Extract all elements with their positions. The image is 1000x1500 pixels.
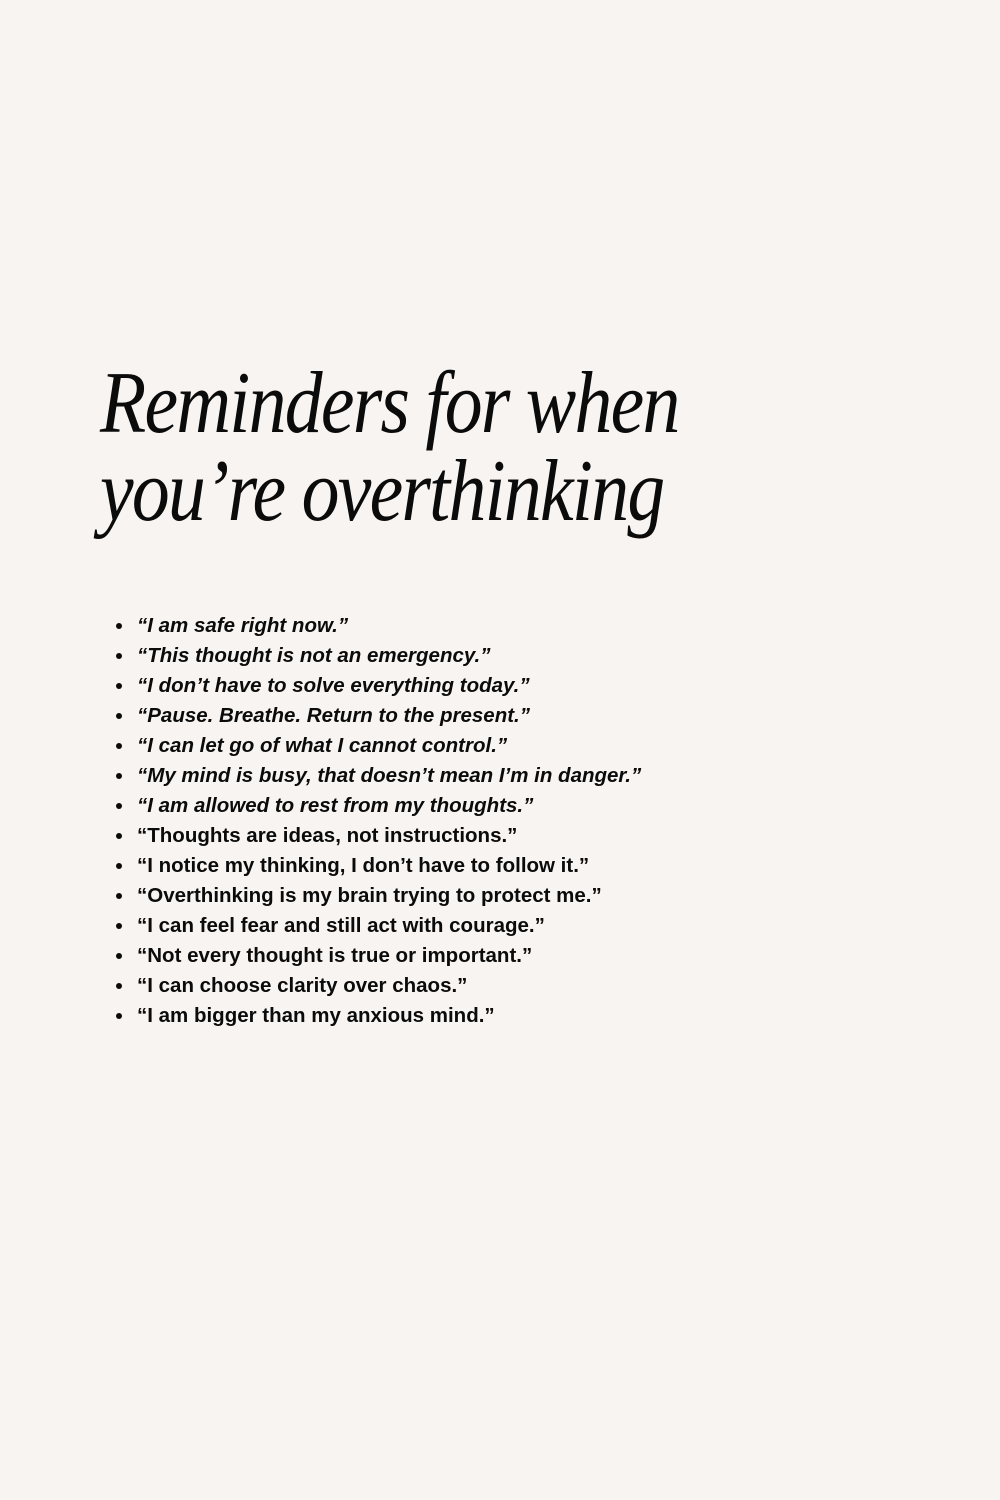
list-item [112, 671, 641, 701]
list-item-text: “Overthinking is my brain trying to protect me.” [137, 884, 602, 907]
reminders-list [112, 611, 641, 1031]
bullet-icon [116, 863, 122, 869]
list-item-text: “Pause. Breathe. Return to the present.” [137, 704, 531, 727]
list-item [112, 731, 641, 761]
list-item-text: “I am allowed to rest from my thoughts.” [137, 794, 534, 817]
bullet-icon [116, 953, 122, 959]
list-item-text: “I don’t have to solve everything today.” [137, 674, 530, 697]
list-item-text: “I am safe right now.” [137, 614, 349, 637]
list-item [112, 701, 641, 731]
list-item [112, 611, 641, 641]
page-title-line-1: Reminders for when [100, 355, 679, 452]
list-item [112, 821, 641, 851]
list-item [112, 881, 641, 911]
bullet-icon [116, 683, 122, 689]
list-item-text: “I can feel fear and still act with courage.” [137, 914, 545, 937]
bullet-icon [116, 623, 122, 629]
bullet-icon [116, 983, 122, 989]
list-item [112, 851, 641, 881]
list-item [112, 971, 641, 1001]
list-item-text: “Thoughts are ideas, not instructions.” [137, 824, 518, 847]
list-item [112, 791, 641, 821]
list-item-text: “I notice my thinking, I don’t have to follow it.” [137, 854, 590, 877]
list-item [112, 911, 641, 941]
bullet-icon [116, 833, 122, 839]
list-item-text: “I can let go of what I cannot control.” [137, 734, 508, 757]
list-item-text: “Not every thought is true or important.” [137, 944, 533, 967]
bullet-icon [116, 713, 122, 719]
list-item-text: “I am bigger than my anxious mind.” [137, 1004, 495, 1027]
list-item [112, 941, 641, 971]
bullet-icon [116, 773, 122, 779]
list-item-text: “This thought is not an emergency.” [137, 644, 491, 667]
bullet-icon [116, 893, 122, 899]
page-title [100, 355, 805, 540]
list-item [112, 761, 641, 791]
bullet-icon [116, 653, 122, 659]
list-item-text: “I can choose clarity over chaos.” [137, 974, 468, 997]
bullet-icon [116, 923, 122, 929]
list-item [112, 1001, 641, 1031]
page-title-line-2: you’re overthinking [100, 443, 664, 540]
bullet-icon [116, 743, 122, 749]
list-item [112, 641, 641, 671]
bullet-icon [116, 803, 122, 809]
bullet-icon [116, 1013, 122, 1019]
list-item-text: “My mind is busy, that doesn’t mean I’m in danger.” [137, 764, 642, 787]
